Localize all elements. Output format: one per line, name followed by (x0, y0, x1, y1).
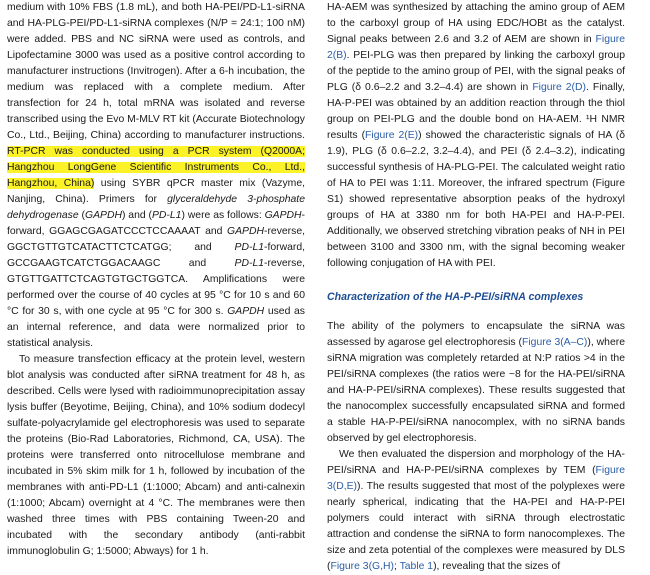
figure-link[interactable]: Figure 3(G,H) (330, 561, 394, 572)
text-run: The ability of the polymers to encapsulate the siRNA was assessed by agarose gel electrophoresis ( (327, 321, 625, 348)
left-paragraph-1 (7, 0, 305, 352)
text-run: ). The results suggested that most of the polyplexes were nearly spherical, indicating that the HA-PEI and HA-P-PEI polymers could interact with siRNA through electrostatic attraction and condense the siRNA to form nanocomplexes. The size and zeta potential of the complexes were measured by DLS ( (327, 481, 625, 572)
italic-gene-name: PD-L1 (234, 258, 264, 269)
text-run: -reverse, GGCTGTTGTCATACTTCTCATGG; and (7, 226, 305, 253)
figure-link[interactable]: Figure 2(E) (365, 130, 419, 141)
figure-link[interactable]: Figure 2(B) (327, 34, 625, 61)
figure-link[interactable]: Figure 3(A–C) (522, 337, 588, 348)
text-run: ) and ( (121, 210, 152, 221)
italic-gene-name: GAPDH (264, 210, 302, 221)
section-heading: Characterization of the HA-P-PEI/siRNA complexes (327, 291, 584, 303)
highlighted-text: RT-PCR was conducted using a PCR system (Q2000A; Hangzhou LongGene Scientific Instruments Co., Ltd., Hangzhou, China) (7, 146, 305, 189)
right-column (327, 0, 625, 575)
text-run: ), revealing that the sizes of (433, 561, 561, 572)
italic-gene-name: PD-L1 (234, 242, 264, 253)
text-run: ) showed the characteristic signals of HA (δ 1.9), PLG (δ 0.6–2.2, 3.2–4.4), and PEI (δ 2.4–3.2), indicating successful synthesis of HA-PLG-PEI. The calculated weight ratio of HA to PEI was 1:11. Moreover, the infrared spectrum (Figure S1) showed representative absorption peaks of the hydroxyl groups of HA at 3380 nm for both HA-PEI and HA-P-PEI. Additionally, we observed stretching vibration peaks of NH in PEI between 3100 and 3300 nm, with the signal becoming weaker following conjugation of HA with PEI. (327, 130, 626, 269)
text-run: HA-AEM was synthesized by attaching the amino group of AEM to the carboxyl group of HA using EDC/HOBt as the catalyst. Signal peaks between 2.6 and 3.2 of AEM are shown in (327, 2, 625, 45)
left-paragraph-2: To measure transfection efficacy at the protein level, western blot analysis was conducted after siRNA treatment for 48 h, as described. Cells were lysed with radioimmunoprecipitation assay lysis buffer (Beyotime, Beijing, China), and 10% sodium dodecyl sulfate-polyacrylamide gel electrophoresis was used to separate the proteins (Bio-Rad Laboratories, Richmond, CA, USA). The proteins were transferred onto nitrocellulose membrane and incubated in 5% skim milk for 1 h, followed by incubation of the membranes with anti-PD-L1 (1:1000; Abcam) and anti-calnexin (1:1000; Abcam) overnight at 4 °C. The membranes were then washed three times with PBS containing Tween-20 and incubated with the secondary antibody (anti-rabbit immunoglobulin G; 1:5000; Abways) for 1 h. (7, 354, 305, 557)
figure-link[interactable]: Figure 2(D) (532, 82, 586, 93)
italic-gene-name: PD-L1 (151, 210, 182, 221)
figure-link[interactable]: Figure 3(D,E) (327, 465, 625, 492)
left-column (7, 0, 305, 560)
text-run: We then evaluated the dispersion and morphology of the HA-PEI/siRNA and HA-P-PEI/siRNA complexes by TEM ( (327, 449, 625, 476)
text-run: -reverse, GTGTTGATTCTCAGTGTGCTGGTCA. Amplifications were performed over the course of 40 cycles at 95 °C for 10 s and 60 °C for 30 s, with one cycle at 95 °C for 300 s. (7, 258, 305, 317)
italic-gene-name: GAPDH (227, 226, 264, 237)
text-run: . PEI-PLG was then prepared by linking the carboxyl group of the peptide to the amino group of PEI, with the signal peaks of PLG (δ 0.6–2.2 and 3.2–4.4) are shown in (327, 50, 625, 93)
text-run: ) were as follows: (181, 210, 265, 221)
right-paragraph-1 (327, 0, 625, 272)
text-run: -forward, GCCGAAGTCATCTGGACAAGC and (7, 242, 305, 269)
text-run: using SYBR qPCR master mix (Vazyme, Nanjing, China). Primers for (7, 178, 305, 205)
italic-gene-name: glyceraldehyde 3-phosphate dehydrogenase (7, 194, 305, 221)
text-run: used as an internal reference, and data were normalized prior to statistical analysis. (7, 306, 306, 349)
text-run: medium with 10% FBS (1.8 mL), and both HA-PEI/PD-L1-siRNA and HA-PLG-PEI/PD-L1-siRNA complexes (N/P = 24:1; 100 nM) were added. PBS and NC siRNA were used as controls, and Lipofectamine 3000 was used as a positive control according to manufacturer instructions (Invitrogen). After a 6-h incubation, the medium was replaced with a complete medium. After transfection for 24 h, total mRNA was isolated and reverse transcribed using the Evo M-MLV RT kit (Accurate Biotechnology Co., Ltd., Beijing, China) according to manufacturer instructions. (7, 2, 305, 141)
italic-gene-name: GAPDH (85, 210, 122, 221)
text-run: ; (393, 561, 400, 572)
text-run: -forward, GGAGCGAGATCCCTCCAAAAT and (7, 210, 306, 237)
italic-gene-name: GAPDH (227, 306, 265, 317)
text-run: . Finally, HA-P-PEI was obtained by an addition reaction through the thiol group on PEI-PLG and the double bond on HA-AEM. ¹H NMR results ( (327, 82, 625, 141)
right-paragraph-2 (327, 319, 625, 447)
table-link[interactable]: Table 1 (399, 561, 434, 572)
text-run: ( (78, 210, 85, 221)
right-paragraph-3 (327, 447, 625, 575)
text-run: ), where siRNA migration was completely retarded at N:P ratios >4 in the PEI/siRNA complexes (the ratios were ~8 for the HA-PEI/siRNA and HA-P-PEI/siRNA complexes). These results suggested that the nanocomplex successfully encapsulated siRNA and formed a stable HA-P-PEI/siRNA nanocomplex, with no siRNA bands observed by gel electrophoresis. (327, 337, 625, 444)
